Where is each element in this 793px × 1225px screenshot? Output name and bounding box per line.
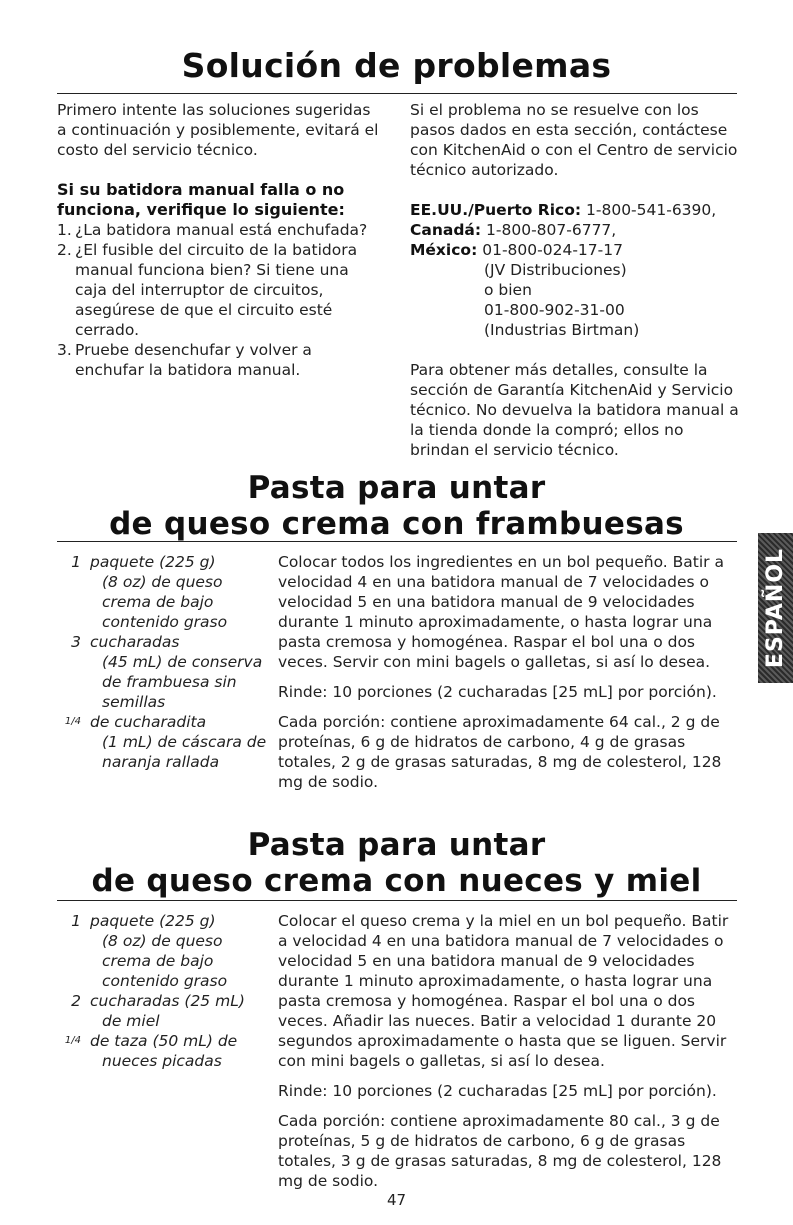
title-rule bbox=[57, 93, 737, 94]
ingredient-item: 2 cucharadas (25 mL) de miel bbox=[71, 992, 245, 1030]
instructions-text: Colocar el queso crema y la miel en un bol pequeño. Batir a velocidad 4 en una batidora manual de 7 velocidades o velocidad 5 en una batidora manual de 9 velocidades durante 1 minuto aproximadamente, o hasta lograr una pasta cremosa y homogénea. Raspar el bol una o dos veces. Añadir las nueces. Batir a velocidad 1 durante 20 segundos aproximadamente o hasta que se liguen. Servir con mini bagels o galletas, si así lo desea. bbox=[278, 912, 729, 1070]
troubleshooting-left-column bbox=[57, 100, 382, 380]
recipe2-instructions bbox=[278, 911, 738, 1191]
contact-mexico: México: 01-800-024-17-17 bbox=[410, 241, 623, 259]
ingredient-item: 1 paquete (225 g) (8 oz) de queso crema de bajo contenido graso bbox=[71, 912, 228, 990]
troubleshooting-right-column bbox=[410, 100, 740, 460]
mexico-phone-2: 01-800-902-31-00 bbox=[484, 301, 625, 319]
recipe1-ingredients bbox=[57, 552, 272, 772]
troubleshooting-title: Solución de problemas bbox=[181, 46, 612, 85]
nutrition-text: Cada porción: contiene aproximadamente 64 cal., 2 g de proteínas, 6 g de hidratos de carbono, 4 g de grasas totales, 2 g de grasas saturadas, 8 mg de colesterol, 128 mg de sodio. bbox=[278, 713, 722, 791]
checklist bbox=[57, 220, 382, 380]
yield-text: Rinde: 10 porciones (2 cucharadas [25 mL] por porción). bbox=[278, 1082, 717, 1100]
recipe2-ingredients bbox=[57, 911, 272, 1071]
language-tab-label: ESPAÑOL bbox=[763, 547, 788, 669]
mexico-or: o bien bbox=[484, 281, 532, 299]
page-number: 47 bbox=[386, 1191, 407, 1209]
yield-text: Rinde: 10 porciones (2 cucharadas [25 mL] por porción). bbox=[278, 683, 717, 701]
check-item: 1. ¿La batidora manual está enchufada? bbox=[57, 221, 368, 239]
check-item: 2. ¿El fusible del circuito de la batidora manual funciona bien? Si tiene una caja del interruptor de circuitos, asegúrese de que el circuito esté cerrado. bbox=[57, 241, 358, 339]
ingredient-item: 1 paquete (225 g) (8 oz) de queso crema de bajo contenido graso bbox=[71, 553, 228, 631]
more-info-text: Para obtener más detalles, consulte la sección de Garantía KitchenAid y Servicio técnico. No devuelva la batidora manual a la tienda donde la compró; ellos no brindan el servicio técnico. bbox=[410, 361, 739, 459]
contact-us: EE.UU./Puerto Rico: 1-800-541-6390, bbox=[410, 201, 717, 219]
contact-canada: Canadá: 1-800-807-6777, bbox=[410, 221, 617, 239]
contact-intro: Si el problema no se resuelve con los pasos dados en esta sección, contáctese con KitchenAid o con el Centro de servicio técnico autorizado. bbox=[410, 101, 738, 179]
check-item: 3. Pruebe desenchufar y volver a enchufar la batidora manual. bbox=[57, 341, 312, 379]
language-tab bbox=[758, 533, 793, 683]
ingredient-item: 1/4 de cucharadita (1 mL) de cáscara de naranja rallada bbox=[64, 713, 267, 771]
mexico-distributor-1: (JV Distribuciones) bbox=[484, 261, 627, 279]
nutrition-text: Cada porción: contiene aproximadamente 80 cal., 3 g de proteínas, 5 g de hidratos de carbono, 6 g de grasas totales, 3 g de grasas saturadas, 8 mg de colesterol, 128 mg de sodio. bbox=[278, 1112, 722, 1190]
check-heading: Si su batidora manual falla o no funciona, verifique lo siguiente: bbox=[57, 180, 345, 219]
mexico-distributor-2: (Industrias Birtman) bbox=[484, 321, 640, 339]
recipe2-title-line1: Pasta para untar bbox=[247, 827, 546, 863]
recipe1-rule bbox=[57, 541, 737, 542]
ingredient-item: 1/4 de taza (50 mL) de nueces picadas bbox=[64, 1032, 238, 1070]
recipe2-rule bbox=[57, 900, 737, 901]
ingredient-item: 3 cucharadas (45 mL) de conserva de frambuesa sin semillas bbox=[71, 633, 263, 711]
recipe2-title-line2: de queso crema con nueces y miel bbox=[91, 863, 702, 899]
recipe1-title-line1: Pasta para untar bbox=[247, 470, 546, 506]
recipe1-title-line2: de queso crema con frambuesas bbox=[109, 506, 684, 542]
recipe1-instructions bbox=[278, 552, 738, 792]
instructions-text: Colocar todos los ingredientes en un bol pequeño. Batir a velocidad 4 en una batidora manual de 7 velocidades o velocidad 5 en una batidora manual de 9 velocidades durante 1 minuto aproximadamente, o hasta lograr una pasta cremosa y homogénea. Raspar el bol una o dos veces. Servir con mini bagels o galletas, si así lo desea. bbox=[278, 553, 724, 671]
intro-text: Primero intente las soluciones sugeridas a continuación y posiblemente, evitará el costo del servicio técnico. bbox=[57, 101, 379, 159]
